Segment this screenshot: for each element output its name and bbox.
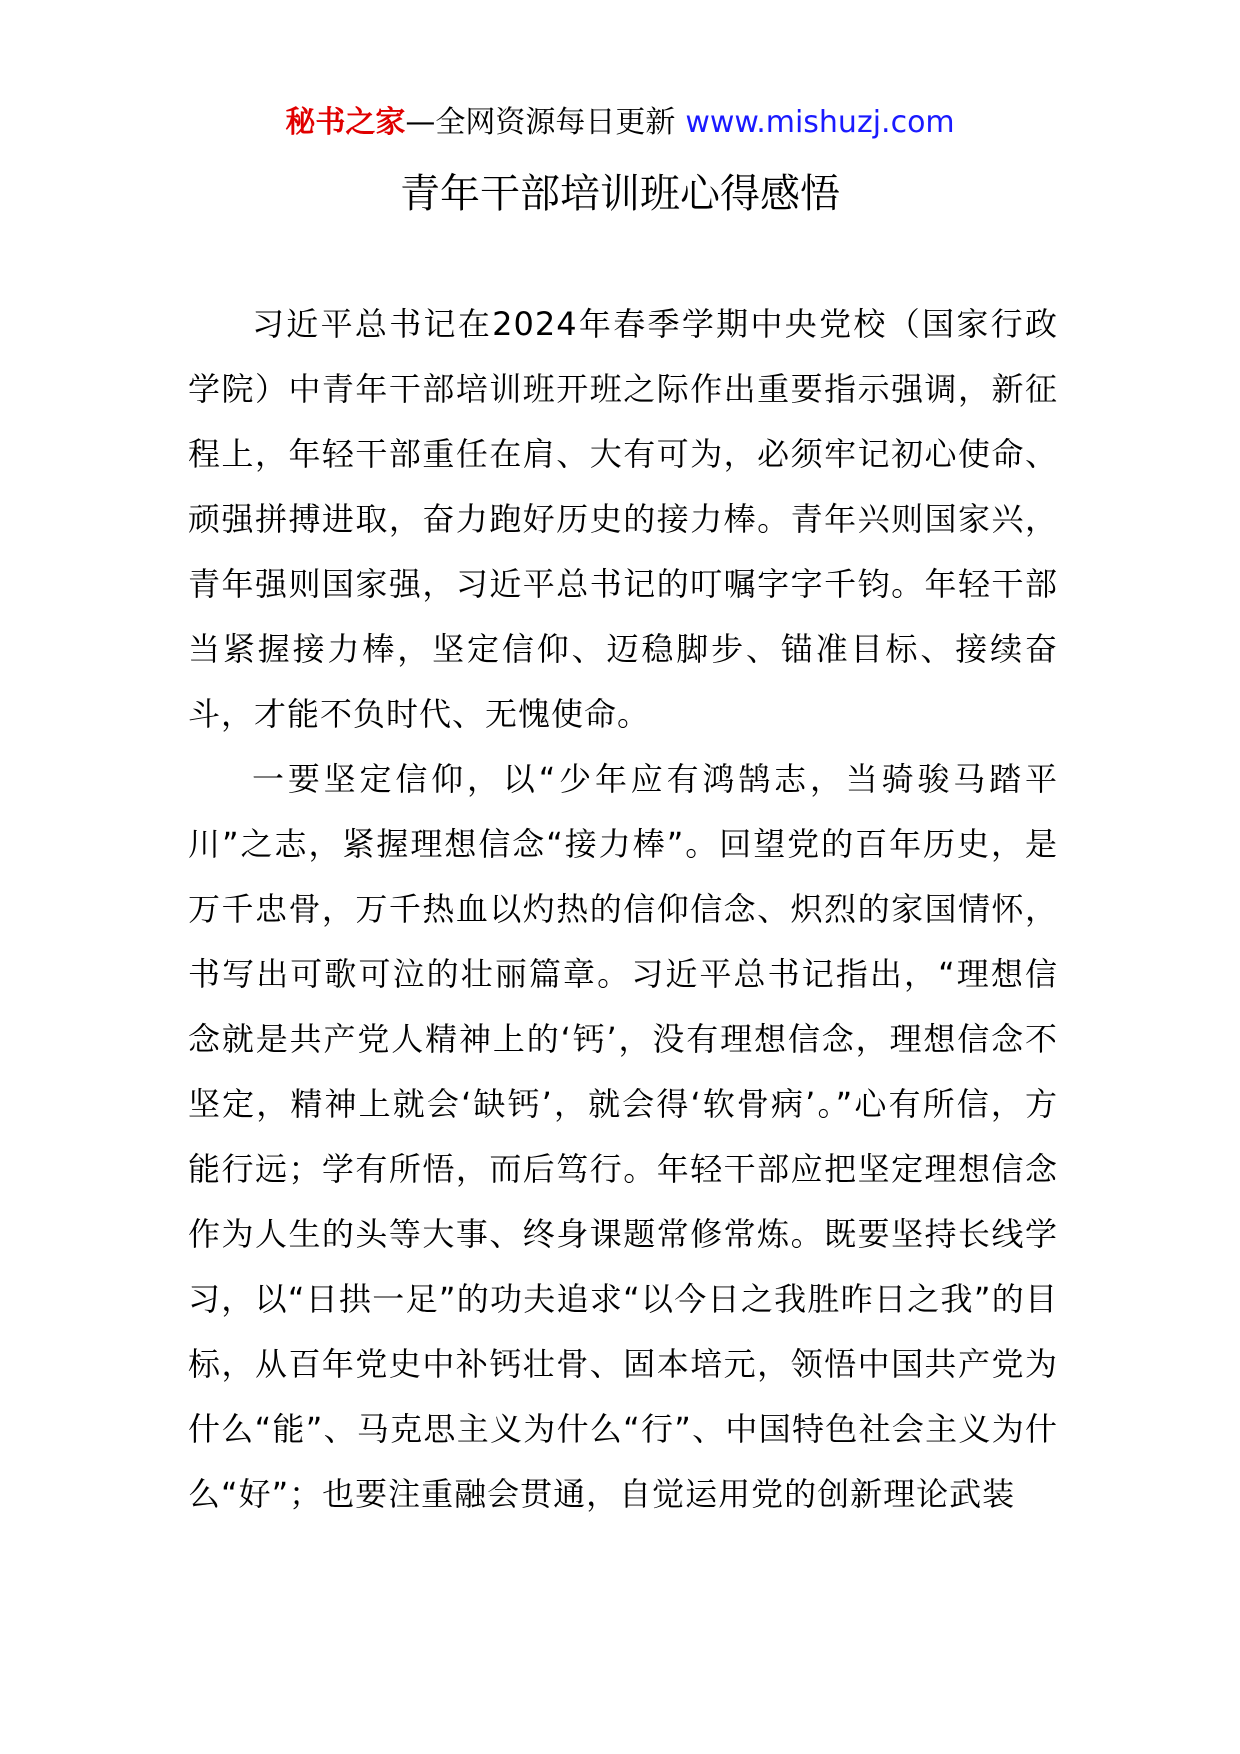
site-brand: 秘书之家 bbox=[285, 105, 406, 140]
document-title: 青年干部培训班心得感悟 bbox=[400, 171, 840, 217]
document-body bbox=[188, 292, 1058, 1527]
site-url-link[interactable]: www.mishuzj.com bbox=[685, 105, 955, 140]
paragraph-point-one: 一要坚定信仰，以“少年应有鸿鹄志，当骑骏马踏平川”之志，紧握理想信念“接力棒”。回望党的百年历史，是万千忠骨，万千热血以灼热的信仰信念、炽烈的家国情怀，书写出可歌可泣的壮丽篇章。习近平总书记指出，“理想信念就是共产党人精神上的‘钙’，没有理想信念，理想信念不坚定，精神上就会‘缺钙’，就会得‘软骨病’。”心有所信，方能行远；学有所悟，而后笃行。年轻干部应把坚定理想信念作为人生的头等大事、终身课题常修常炼。既要坚持长线学习，以“日拱一足”的功夫追求“以今日之我胜昨日之我”的目标，从百年党史中补钙壮骨、固本培元，领悟中国共产党为什么“能”、马克思主义为什么“行”、中国特色社会主义为什么“好”；也要注重融会贯通，自觉运用党的创新理论武装 bbox=[188, 760, 1058, 1513]
paragraph-intro: 习近平总书记在2024年春季学期中央党校（国家行政学院）中青年干部培训班开班之际作出重要指示强调，新征程上，年轻干部重任在肩、大有可为，必须牢记初心使命、顽强拼搏进取，奋力跑好历史的接力棒。青年兴则国家兴，青年强则国家强，习近平总书记的叮嘱字字千钧。年轻干部当紧握接力棒，坚定信仰、迈稳脚步、锚准目标、接续奋斗，才能不负时代、无愧使命。 bbox=[188, 305, 1058, 733]
site-header bbox=[0, 102, 1240, 144]
site-tagline: —全网资源每日更新 bbox=[405, 105, 676, 140]
